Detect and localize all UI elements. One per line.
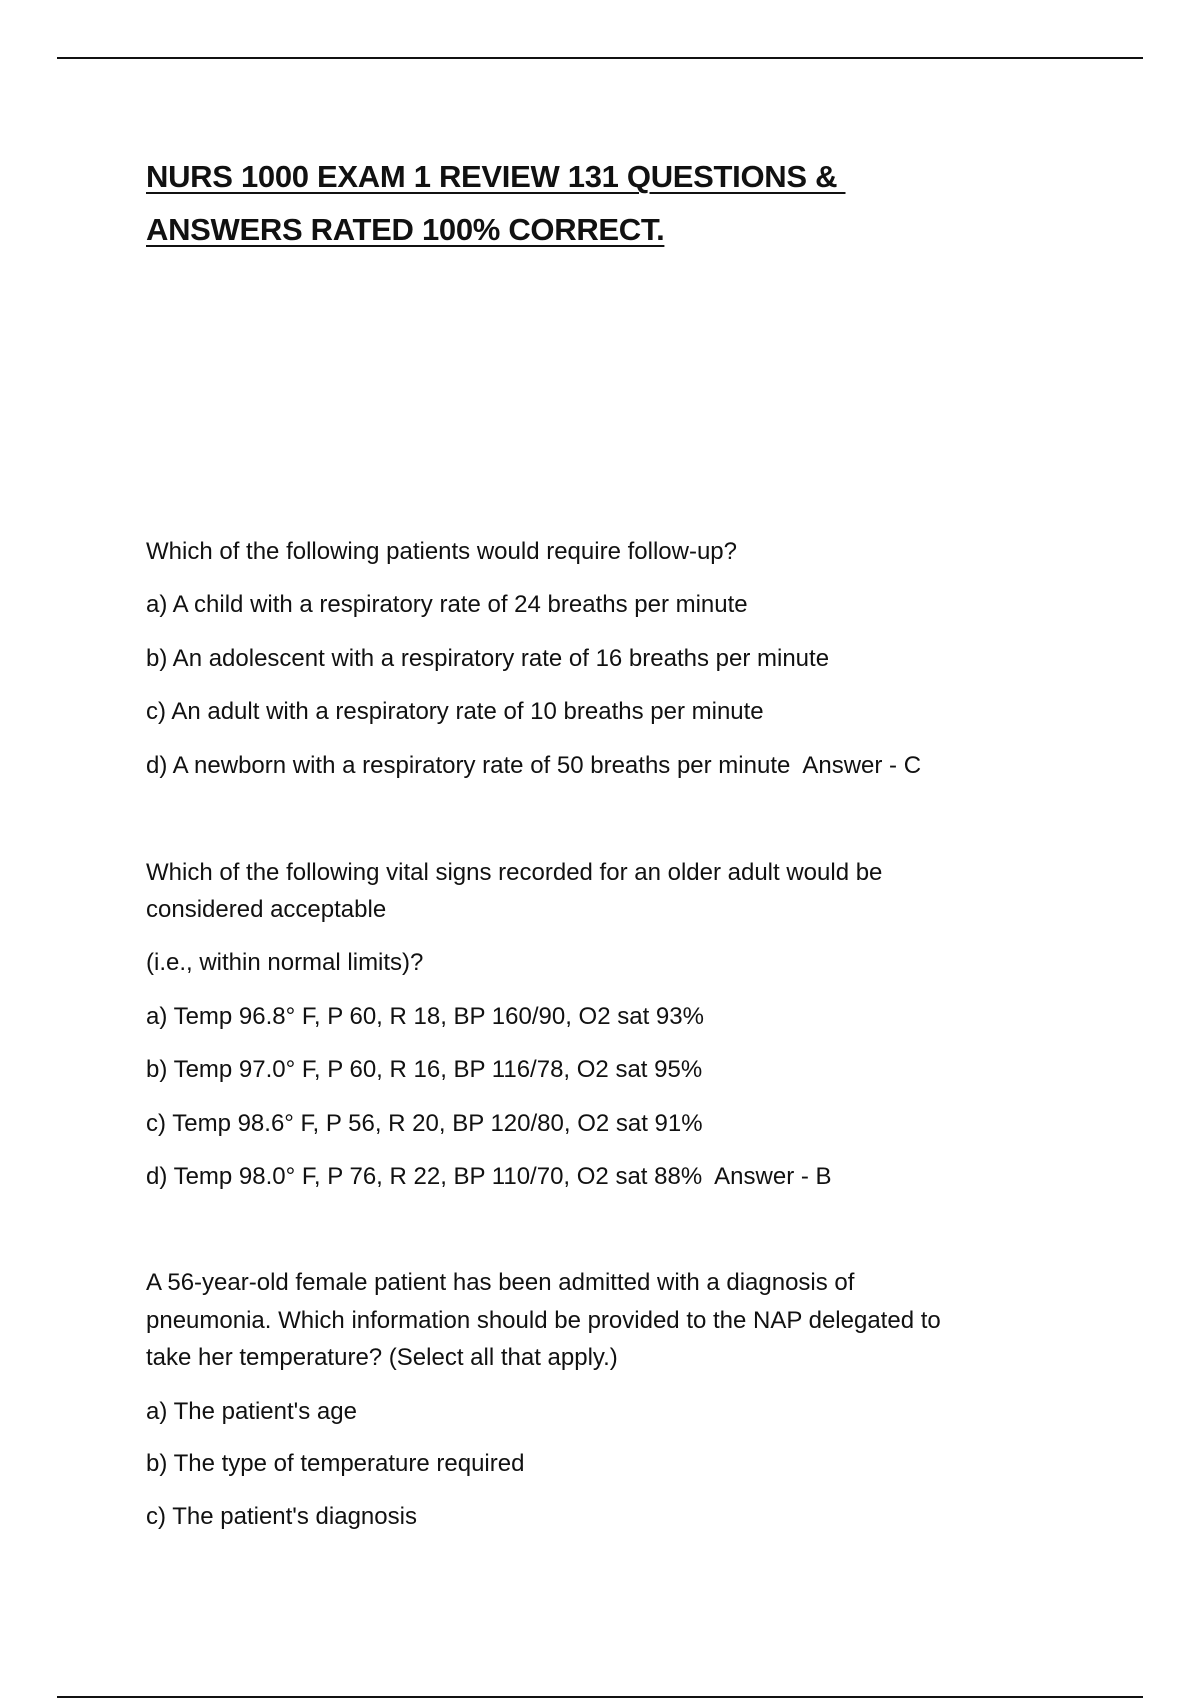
title-line-1: NURS 1000 EXAM 1 REVIEW 131 QUESTIONS & (146, 159, 846, 194)
question-2-option-b: b) Temp 97.0° F, P 60, R 16, BP 116/78, O2 sat 95% (146, 1056, 703, 1083)
question-2-option-a: a) Temp 96.8° F, P 60, R 18, BP 160/90, O2 sat 93% (146, 1003, 704, 1030)
question-1-text: Which of the following patients would require follow-up? (146, 538, 737, 565)
question-1-option-b: b) An adolescent with a respiratory rate of 16 breaths per minute (146, 645, 830, 672)
top-rule (57, 57, 1143, 59)
question-3-option-b: b) The type of temperature required (146, 1450, 525, 1477)
question-2-text-line-1: Which of the following vital signs recorded for an older adult would be (146, 859, 883, 886)
title-line-2: ANSWERS RATED 100% CORRECT. (146, 212, 665, 247)
question-3-option-c: c) The patient's diagnosis (146, 1503, 417, 1530)
question-2-text-line-2: considered acceptable (146, 896, 387, 923)
question-3-text-line-3: take her temperature? (Select all that apply.) (146, 1344, 618, 1371)
bottom-rule (57, 1696, 1143, 1698)
question-2-option-d: d) Temp 98.0° F, P 76, R 22, BP 110/70, O2 sat 88% Answer - B (146, 1163, 832, 1190)
question-3-option-a: a) The patient's age (146, 1398, 357, 1425)
question-1-option-c: c) An adult with a respiratory rate of 10 breaths per minute (146, 698, 764, 725)
question-3-text-line-1: A 56-year-old female patient has been admitted with a diagnosis of (146, 1269, 855, 1296)
question-2-option-c: c) Temp 98.6° F, P 56, R 20, BP 120/80, O2 sat 91% (146, 1110, 703, 1137)
document-title (146, 150, 1046, 256)
question-2-subtext: (i.e., within normal limits)? (146, 949, 424, 976)
question-3-text-line-2: pneumonia. Which information should be provided to the NAP delegated to (146, 1307, 941, 1334)
question-1-option-d: d) A newborn with a respiratory rate of 50 breaths per minute Answer - C (146, 752, 922, 779)
question-1-option-a: a) A child with a respiratory rate of 24 breaths per minute (146, 591, 748, 618)
